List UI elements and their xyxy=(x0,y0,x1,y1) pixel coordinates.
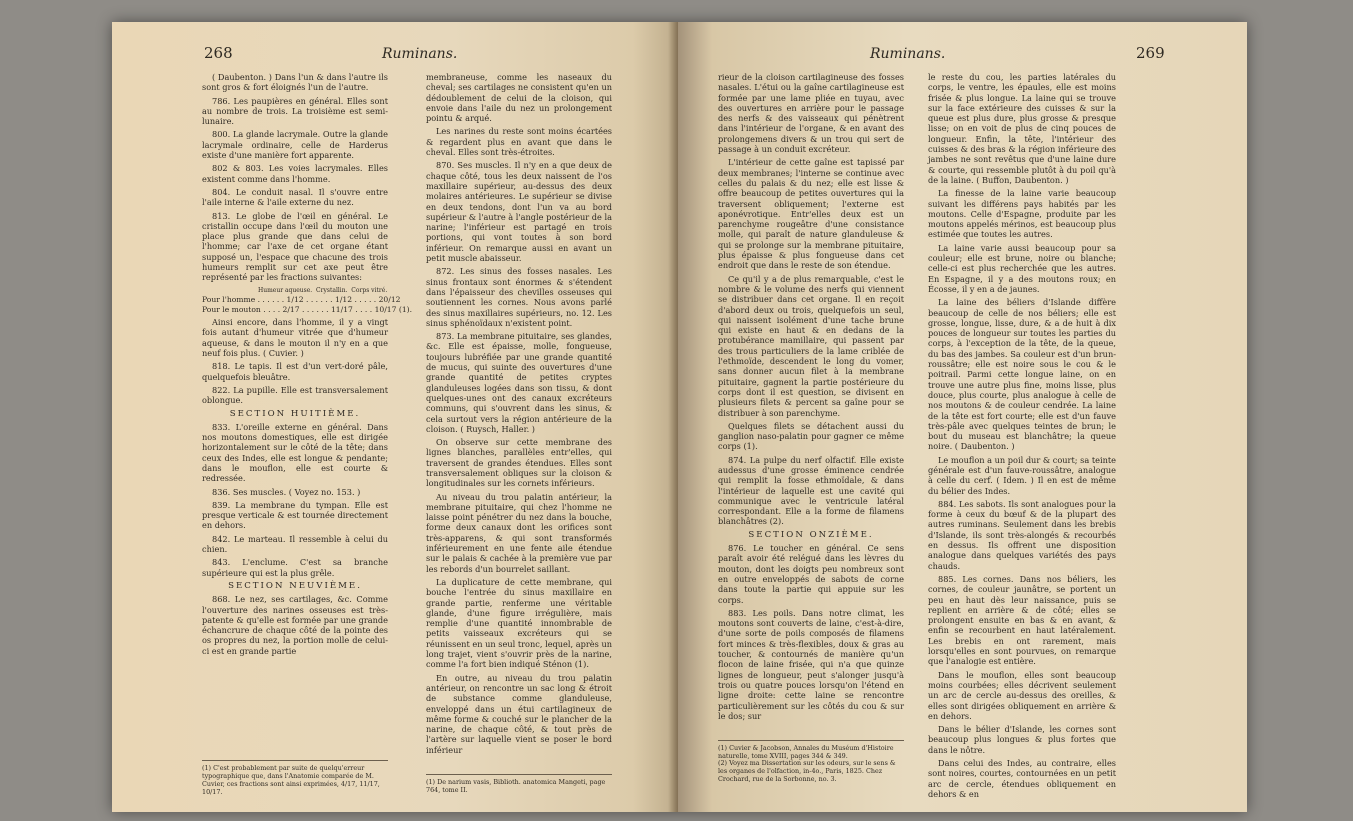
paragraph: On observe sur cette membrane des lignes blanches, parallèles entr'elles, qui traversent de grandes étendues. Elles sont transversalement obliques sur la cloison & longitudinales sur les cornets inférieurs. xyxy=(426,437,612,489)
right-column-2 xyxy=(928,72,1116,802)
paragraph: La duplicature de cette membrane, qui bouche l'entrée du sinus maxillaire en grande partie, renferme une véritable glande, d'une figure irrégulière, mais remplie d'une quantité innombrable de petits vaisseaux excréteurs qui se réunissent en un seul tronc, lequel, après un long trajet, vient s'ouvrir près de la narine, comme l'a fort bien indiqué Sténon (1). xyxy=(426,576,612,670)
running-head-right: Ruminans. xyxy=(870,46,946,62)
paragraph: Ainsi encore, dans l'homme, il y a vingt fois autant d'humeur vitrée que d'humeur aqueuse, & dans le mouton il n'y en a que neuf fois plus. ( Cuvier. ) xyxy=(202,317,388,359)
humour-row-mouton: Pour le mouton . . . . 2/17 . . . . . . 11/17 . . . . 10/17 (1). xyxy=(202,304,413,314)
paragraph: 842. Le marteau. Il ressemble à celui du chien. xyxy=(202,533,388,555)
paragraph: 843. L'enclume. C'est sa branche supérieure qui est la plus grêle. xyxy=(202,557,388,578)
left-column-2 xyxy=(426,72,612,758)
paragraph: 872. Les sinus des fosses nasales. Les sinus frontaux sont énormes & s'étendent dans l'épaisseur des chevilles osseuses qui soutiennent les cornes. Nous avons parlé des sinus maxillaires supérieurs, no. 12. Les sinus sphénoïdaux n'existent point. xyxy=(426,266,612,328)
paragraph: 885. Les cornes. Dans nos béliers, les cornes, de couleur jaunâtre, se portent un peu en haut dès leur naissance, puis se replient en arrière & de côté; elles se prolongent ensuite en bas & en avant, & enfin se recourbent en haut latéralement. Les brebis en ont rarement, mais lorsqu'elles en sont pourvues, on remarque que l'analogie est entière. xyxy=(928,573,1116,667)
section-heading: SECTION ONZIÈME. xyxy=(748,529,874,540)
paragraph: 874. La pulpe du nerf olfactif. Elle existe audessus d'une grosse éminence cendrée qui remplit la fosse ethmoïdale, & dans l'intérieur de laquelle est une cavité qui communique avec le ventricule latéral correspondant. Elle a la forme de filamens blanchâtres (2). xyxy=(718,454,904,527)
section-heading: SECTION HUITIÈME. xyxy=(229,408,361,419)
paragraph: Le mouflon a un poil dur & court; sa teinte générale est d'un fauve-roussâtre, analogue à celle du cerf. ( Idem. ) Il en est de même du bélier des Indes. xyxy=(928,454,1116,496)
footnote: (1) Cuvier & Jacobson, Annales du Muséum d'Histoire naturelle, tome XVIII, pages 344 & 349. xyxy=(718,740,904,760)
paragraph: 833. L'oreille externe en général. Dans nos moutons domestiques, elle est dirigée horizontalement sur le côté de la tête; dans ceux des Indes, elle est longue & pendante; dans le mouflon, elle est courte & redressée. xyxy=(202,421,388,484)
paragraph: Quelques filets se détachent aussi du ganglion naso-palatin pour gagner ce même corps (1). xyxy=(718,420,904,452)
paragraph: La laine des béliers d'Islande diffère beaucoup de celle de nos béliers; elle est grosse, longue, lisse, dure, & a de huit à dix pouces de longueur sur toutes les parties du corps, à l'exception de la tête, de la queue, du bas des jambes. Sa couleur est d'un brun-roussâtre; elle est noire sous le cou & le poitrail. Parmi cette longue laine, on en trouve une autre plus fine, moins lisse, plus douce, plus courte, plus analogue à celle de nos moutons & de couleur cendrée. La laine de la tête est fort courte; elle est d'un fauve très-pâle avec quelques teintes de brun; le bout du museau est blanchâtre; la queue noire. ( Daubenton. ) xyxy=(928,297,1116,452)
page-number-left: 268 xyxy=(204,44,233,62)
paragraph: 868. Le nez, ses cartilages, &c. Comme l'ouverture des narines osseuses est très-patente & qu'elle est formée par une grande échancrure de chaque côté de la pointe des os propres du nez, la portion molle de celui-ci est en grande partie xyxy=(202,594,388,656)
right-page xyxy=(678,22,1247,812)
humour-table-header: Humeur aqueuse. Crystallin. Corps vitré. xyxy=(258,286,388,294)
footnote: (1) C'est probablement par suite de quelqu'erreur typographique que, dans l'Anatomie comparée de M. Cuvier, ces fractions sont ainsi exprimées, 4/17, 11/17, 10/17. xyxy=(202,760,388,796)
paragraph: rieur de la cloison cartilagineuse des fosses nasales. L'étui ou la gaîne cartilagineuse est formée par une lame pliée en tuyau, avec des ouvertures en arrière pour le passage des nerfs & des vaisseaux qui pénètrent dans l'intérieur de l'organe, & en avant des prolongemens divers & un trou qui sert de passage à un conduit excréteur. xyxy=(718,72,904,155)
paragraph: 884. Les sabots. Ils sont analogues pour la forme à ceux du bœuf & de la plupart des autres ruminans. Seulement dans les brebis d'Islande, ils sont très-alongés & recourbés en dessus. Ils offrent une disposition analogue dans quelques variétés des pays chauds. xyxy=(928,498,1116,571)
paragraph: Dans le bélier d'Islande, les cornes sont beaucoup plus longues & plus fortes que dans le nôtre. xyxy=(928,724,1116,755)
paragraph: 822. La pupille. Elle est transversalement oblongue. xyxy=(202,384,388,406)
paragraph: 836. Ses muscles. ( Voyez no. 153. ) xyxy=(212,486,361,497)
paragraph: 802 & 803. Les voies lacrymales. Elles existent comme dans l'homme. xyxy=(202,163,388,184)
paragraph: 870. Ses muscles. Il n'y en a que deux de chaque côté, tous les deux naissent de l'os maxillaire supérieur, au-dessus des deux molaires antérieures. Le supérieur se divise en deux tendons, dont l'un va au bord supérieur & l'autre à l'angle postérieur de la narine; l'inférieur est partagé en trois portions, qui vont toutes à son bord inférieur. On remarque aussi en avant un petit muscle abaisseur. xyxy=(426,160,612,264)
paragraph: Au niveau du trou palatin antérieur, la membrane pituitaire, qui chez l'homme ne laisse point pénétrer du nez dans la bouche, forme deux canaux dont les orifices sont très-apparens, & qui sont transformés inférieurement en une fente aile étendue sur le palais & cachée à la première vue par les rebords d'un bourrelet saillant. xyxy=(426,491,612,574)
section-heading: SECTION NEUVIÈME. xyxy=(228,580,362,591)
paragraph: 876. Le toucher en général. Ce sens paraît avoir été relégué dans les lèvres du mouton, dont les doigts peu nombreux sont en outre enveloppés de sabots de corne dans toute la partie qui appuie sur les corps. xyxy=(718,543,904,605)
footnote: (2) Voyez ma Dissertation sur les odeurs, sur le sens & les organes de l'olfaction, in-4o., Paris, 1825. Chez Crochard, rue de la Sorbonne, no. 3. xyxy=(718,759,896,783)
footnote: (1) De narium vasis, Biblioth. anatomica Mangeti, page 764, tome II. xyxy=(426,774,612,794)
paragraph: 800. La glande lacrymale. Outre la glande lacrymale ordinaire, celle de Harderus existe d'une manière fort apparente. xyxy=(202,129,388,161)
paragraph: ( Daubenton. ) Dans l'un & dans l'autre ils sont gros & fort éloignés l'un de l'autre. xyxy=(202,72,388,93)
paragraph: L'intérieur de cette gaîne est tapissé par deux membranes; l'interne se continue avec celles du palais & du nez; elle est lisse & offre beaucoup de petites ouvertures qui la traversent obliquement; l'externe est aponévrotique. Entr'elles deux est un parenchyme rougeâtre d'une consistance molle, qui paraît de nature glanduleuse & qui se prolonge sur la membrane pituitaire, plus épaisse & plus fongueuse dans cet endroit que dans le reste de son étendue. xyxy=(718,157,904,271)
paragraph: 883. Les poils. Dans notre climat, les moutons sont couverts de laine, c'est-à-dire, d'une sorte de poils composés de filamens fort minces & très-flexibles, doux & gras au toucher, & contournés de manière qu'un flocon de laine frisée, qui n'a que quinze lignes de longueur, peut s'alonger jusqu'à trois ou quatre pouces lorsqu'on l'étend en ligne droite: cette laine se rencontre particulièrement sur les côtés du cou & sur le dos; sur xyxy=(718,607,904,721)
left-column-1 xyxy=(202,72,413,659)
left-page xyxy=(112,22,678,812)
humour-row-homme: Pour l'homme . . . . . . 1/12 . . . . . . 1/12 . . . . . 20/12 xyxy=(202,295,401,305)
paragraph: le reste du cou, les parties latérales du corps, le ventre, les épaules, elle est moins frisée & plus longue. La laine qui se trouve sur la face extérieure des cuisses & sur la queue est plus dure, plus grosse & presque lisse; on en voit de plus de cinq pouces de longueur. Enfin, la tête, l'intérieur des cuisses & des bras & la région inférieure des jambes ne sont revêtus que d'une laine dure & courte, qui ressemble plutôt à du poil qu'à de la laine. ( Buffon, Daubenton. ) xyxy=(928,72,1116,185)
paragraph: Les narines du reste sont moins écartées & regardent plus en avant que dans le cheval. Elles sont très-étroites. xyxy=(426,126,612,158)
paragraph: 839. La membrane du tympan. Elle est presque verticale & est tournée directement en dehors. xyxy=(202,499,388,531)
paragraph: 804. Le conduit nasal. Il s'ouvre entre l'aile interne & l'aile externe du nez. xyxy=(202,186,388,208)
right-column-1 xyxy=(718,72,904,724)
paragraph: 813. Le globe de l'œil en général. Le cristallin occupe dans l'œil du mouton une place plus grande que dans celui de l'homme; car l'axe de cet organe étant supposé un, l'espace que chacune des trois humeurs remplit sur cet axe peut être représenté par les fractions suivantes: xyxy=(202,210,388,283)
paragraph: La laine varie aussi beaucoup pour sa couleur; elle est brune, noire ou blanche; celle-ci est plus recherchée que les autres. En Espagne, il y a des moutons roux; en Écosse, il y en a de jaunes. xyxy=(928,242,1116,294)
paragraph: Ce qu'il y a de plus remarquable, c'est le nombre & le volume des nerfs qui viennent se distribuer dans cet organe. Il en reçoit d'abord deux ou trois, quelquefois un seul, qui naissent isolément d'une tache brune qui existe en haut & en dedans de la protubérance mamillaire, qui passent par des trous particuliers de la lame criblée de l'ethmoïde, descendent le long du vomer, sans donner aucun filet à la membrane pituitaire, gagnent la partie postérieure du corps dont il est question, se divisent en plusieurs filets & percent sa gaîne pour se distribuer à son parenchyme. xyxy=(718,273,904,418)
page-number-right: 269 xyxy=(1136,44,1165,62)
paragraph: Dans le mouflon, elles sont beaucoup moins courbées; elles décrivent seulement un arc de cercle au-dessus des oreilles, & elles sont dirigées obliquement en arrière & en dehors. xyxy=(928,669,1116,721)
paragraph: En outre, au niveau du trou palatin antérieur, on rencontre un sac long & étroit de substance comme glanduleuse, enveloppé dans un étui cartilagineux de même forme & couché sur le plancher de la narine, de chaque côté, & tout près de l'artère sur laquelle vient se poser le bord inférieur xyxy=(426,672,612,755)
paragraph: Dans celui des Indes, au contraire, elles sont noires, courtes, contournées en un petit arc de cercle, étendues obliquement en dehors & en xyxy=(928,758,1116,799)
paragraph: 786. Les paupières en général. Elles sont au nombre de trois. La troisième est semi-lunaire. xyxy=(202,95,388,127)
paragraph: 818. Le tapis. Il est d'un vert-doré pâle, quelquefois bleuâtre. xyxy=(202,361,388,382)
running-head-left: Ruminans. xyxy=(382,46,458,62)
open-book xyxy=(112,22,1247,812)
paragraph: La finesse de la laine varie beaucoup suivant les différens pays habités par les moutons. Celle d'Espagne, produite par les moutons appelés mérinos, est beaucoup plus estimée que toutes les autres. xyxy=(928,188,1116,240)
paragraph: membraneuse, comme les naseaux du cheval; ses cartilages ne consistent qu'en un dédoublement de celui de la cloison, qui envoie dans l'aile du nez un prolongement pointu & arqué. xyxy=(426,72,612,124)
paragraph: 873. La membrane pituitaire, ses glandes, &c. Elle est épaisse, molle, fongueuse, toujours lubréfiée par une grande quantité de mucus, qui suinte des ouvertures d'une grande quantité de petites cryptes glanduleuses logées dans son tissu, & dont quelques-unes ont des canaux excréteurs communs, qui s'ouvrent dans les sinus, & cela surtout vers la région antérieure de la cloison. ( Ruysch, Haller. ) xyxy=(426,331,612,434)
